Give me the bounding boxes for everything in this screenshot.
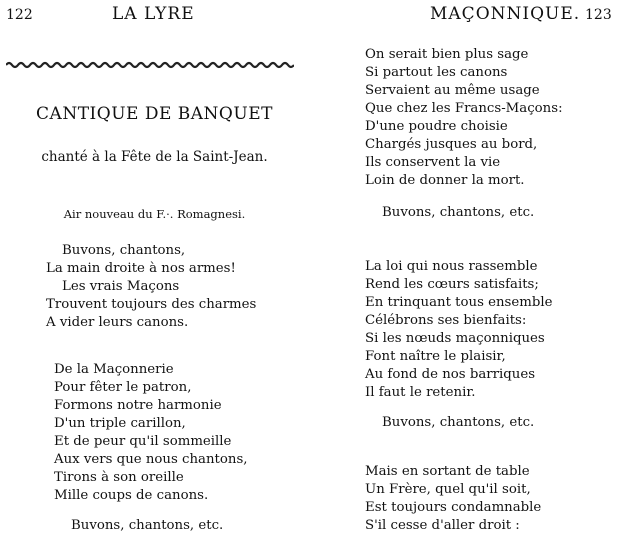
verse-line: Chargés jusques au bord, bbox=[365, 137, 538, 152]
verse-line: Trouvent toujours des charmes bbox=[46, 297, 257, 312]
song-subtitle: chanté à la Fête de la Saint-Jean. bbox=[41, 149, 268, 165]
verse-line: Formons notre harmonie bbox=[54, 398, 222, 413]
verse-line: La loi qui nous rassemble bbox=[365, 259, 538, 274]
verse-line: Et de peur qu'il sommeille bbox=[54, 434, 232, 449]
verse-line: Font naître le plaisir, bbox=[365, 349, 506, 364]
song-title: CANTIQUE DE BANQUET bbox=[36, 104, 273, 124]
running-header-left: LA LYRE bbox=[112, 4, 195, 24]
verse-line: Il faut le retenir. bbox=[365, 385, 476, 400]
verse-line: D'un triple carillon, bbox=[54, 416, 186, 431]
verse-line: S'il cesse d'aller droit : bbox=[365, 518, 520, 533]
verse-line: Que chez les Francs-Maçons: bbox=[365, 101, 563, 116]
verse-line: Ils conservent la vie bbox=[365, 155, 501, 170]
verse-line: Célébrons ses bienfaits: bbox=[365, 313, 527, 328]
verse-line: Mais en sortant de table bbox=[365, 464, 530, 479]
refrain-line: Buvons, chantons, etc. bbox=[382, 205, 535, 220]
verse-line: Les vrais Maçons bbox=[62, 279, 180, 294]
verse-line: Est toujours condamnable bbox=[365, 500, 542, 515]
verse-line: On serait bien plus sage bbox=[365, 47, 529, 62]
verse-line: Tirons à son oreille bbox=[54, 470, 184, 485]
verse-line: Buvons, chantons, bbox=[62, 243, 186, 258]
verse-line: De la Maçonnerie bbox=[54, 362, 174, 377]
verse-line: Si partout les canons bbox=[365, 65, 508, 80]
verse-line: Rend les cœurs satisfaits; bbox=[365, 277, 539, 292]
verse-line: Au fond de nos barriques bbox=[365, 367, 536, 382]
verse-line: La main droite à nos armes! bbox=[46, 261, 236, 276]
verse-line: Loin de donner la mort. bbox=[365, 173, 525, 188]
running-header-right: MAÇONNIQUE. bbox=[430, 4, 581, 24]
verse-line: Mille coups de canons. bbox=[54, 488, 209, 503]
decorative-rule bbox=[6, 60, 294, 70]
page-number-right: 123 bbox=[585, 7, 612, 23]
refrain-line: Buvons, chantons, etc. bbox=[71, 518, 224, 533]
verse-line: Si les nœuds maçonniques bbox=[365, 331, 545, 346]
right-page bbox=[309, 0, 618, 546]
verse-line: D'une poudre choisie bbox=[365, 119, 508, 134]
verse-line: A vider leurs canons. bbox=[46, 315, 189, 330]
verse-line: Pour fêter le patron, bbox=[54, 380, 192, 395]
verse-line: Aux vers que nous chantons, bbox=[54, 452, 248, 467]
air-attribution: Air nouveau du F.·. Romagnesi. bbox=[63, 207, 246, 221]
verse-line: En trinquant tous ensemble bbox=[365, 295, 553, 310]
refrain-line: Buvons, chantons, etc. bbox=[382, 415, 535, 430]
page-number-left: 122 bbox=[6, 7, 33, 23]
verse-line: Un Frère, quel qu'il soit, bbox=[365, 482, 531, 497]
verse-line: Servaient au même usage bbox=[365, 83, 540, 98]
